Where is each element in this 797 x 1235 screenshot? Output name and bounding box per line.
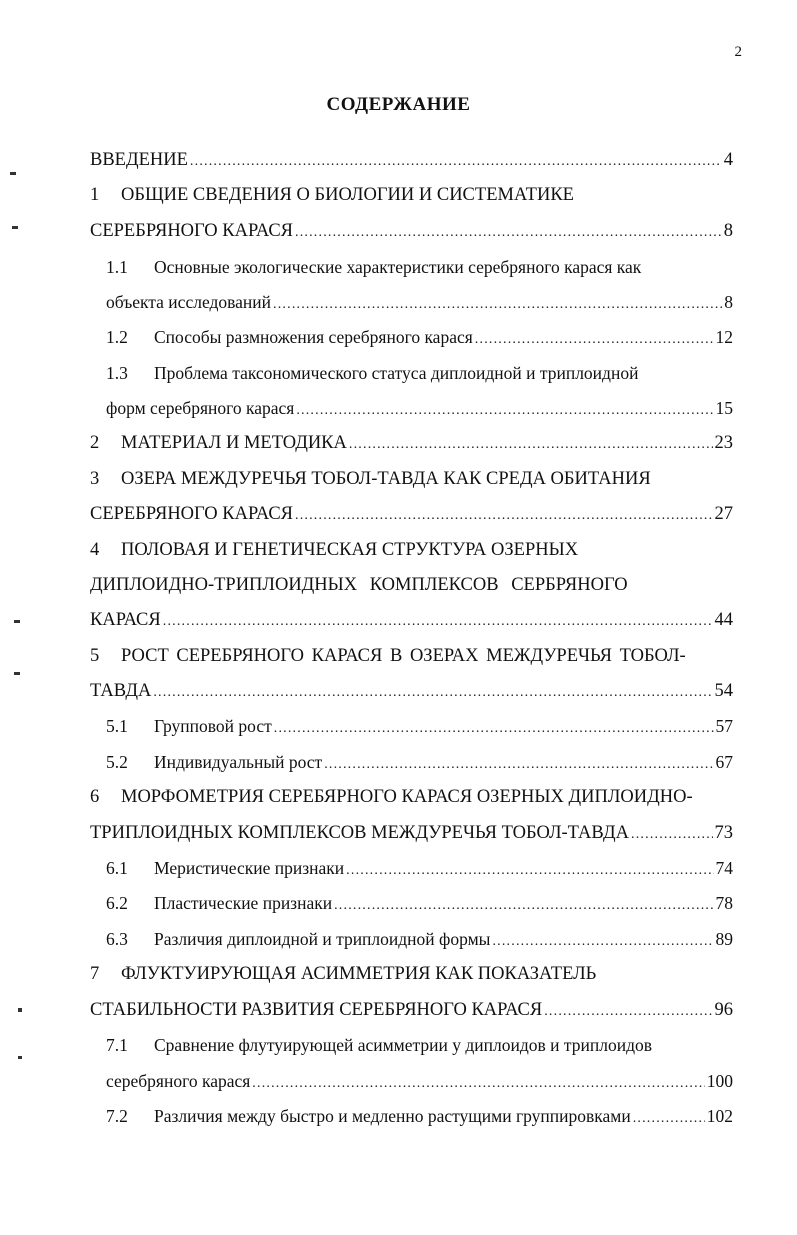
toc-page-number: 23 xyxy=(714,433,733,453)
dot-leader xyxy=(346,855,713,884)
toc-page-number: 8 xyxy=(724,292,733,312)
toc-entry-number: 6.3 xyxy=(106,929,128,949)
toc-entry-1-2[interactable] xyxy=(106,324,733,350)
toc-entry-number: 1.1 xyxy=(106,257,128,277)
dot-leader xyxy=(153,678,712,706)
dot-leader xyxy=(334,890,713,919)
toc-entry-number: 1 xyxy=(90,185,100,205)
toc-entry-text: Групповой рост xyxy=(154,716,272,736)
toc-entry-1-3-continued[interactable] xyxy=(106,395,733,421)
toc-entry-number: 7.2 xyxy=(106,1106,128,1126)
toc-entry-text: ТРИПЛОИДНЫХ КОМПЛЕКСОВ МЕЖДУРЕЧЬЯ ТОБОЛ-ТАВДА xyxy=(90,823,630,843)
toc-entry-1-1-continued[interactable] xyxy=(106,289,733,315)
toc-entry-text: СЕРЕБРЯНОГО КАРАСЯ xyxy=(90,504,293,524)
toc-page-number: 73 xyxy=(714,823,733,843)
toc-entry-number: 5.1 xyxy=(106,716,128,736)
toc-entry-1-1-heading[interactable] xyxy=(106,254,733,280)
toc-entry-chapter-4-heading[interactable] xyxy=(90,537,733,563)
scan-mark xyxy=(14,620,20,623)
toc-entry-6-3[interactable] xyxy=(106,926,733,952)
toc-entry-chapter-2[interactable] xyxy=(90,430,733,456)
toc-entry-6-1[interactable] xyxy=(106,855,733,881)
toc-entry-1-3-heading[interactable] xyxy=(106,360,733,386)
scan-mark xyxy=(10,172,16,175)
toc-entry-text: ОБЩИЕ СВЕДЕНИЯ О БИОЛОГИИ И СИСТЕМАТИКЕ xyxy=(121,185,574,205)
toc-entry-7-1-continued[interactable] xyxy=(106,1068,733,1094)
toc-page-number: 78 xyxy=(715,893,733,913)
toc-entry-chapter-7-continued[interactable] xyxy=(90,997,733,1023)
toc-page-number: 44 xyxy=(714,610,733,630)
toc-page-number: 8 xyxy=(723,221,733,241)
toc-page-number: 15 xyxy=(715,398,733,418)
scan-mark xyxy=(14,672,20,675)
toc-entry-text: объекта исследований xyxy=(106,292,272,312)
toc-page-number: 67 xyxy=(715,752,733,772)
dot-leader xyxy=(190,147,722,175)
toc-entry-chapter-1-heading[interactable] xyxy=(90,182,733,208)
page-title: СОДЕРЖАНИЕ xyxy=(326,94,471,115)
toc-entry-text: СЕРЕБРЯНОГО КАРАСЯ xyxy=(90,221,293,241)
dot-leader xyxy=(324,749,713,778)
dot-leader xyxy=(492,926,713,955)
toc-entry-7-2[interactable] xyxy=(106,1103,733,1129)
toc-page-number: 54 xyxy=(714,681,733,701)
toc-entry-text: Сравнение флутуирующей асимметрии у диплоидов и триплоидов xyxy=(154,1035,652,1055)
toc-entry-number: 4 xyxy=(90,540,100,560)
toc-entry-chapter-5-heading[interactable] xyxy=(90,643,733,669)
toc-page-number: 12 xyxy=(715,327,733,347)
scan-mark xyxy=(12,226,18,229)
toc-entry-text: Проблема таксономического статуса диплоидной и триплоидной xyxy=(154,363,639,383)
toc-entry-text: СТАБИЛЬНОСТИ РАЗВИТИЯ СЕРЕБРЯНОГО КАРАСЯ xyxy=(90,1000,543,1020)
dot-leader xyxy=(296,395,713,424)
toc-entry-text: РОСТ СЕРЕБРЯНОГО КАРАСЯ В ОЗЕРАХ МЕЖДУРЕЧЬЯ ТОБОЛ- xyxy=(121,646,686,666)
toc-entry-text: Способы размножения серебряного карася xyxy=(154,327,473,347)
toc-page-number: 27 xyxy=(714,504,733,524)
dot-leader xyxy=(633,1103,705,1132)
toc-entry-text: КАРАСЯ xyxy=(90,610,161,630)
toc-entry-5-2[interactable] xyxy=(106,749,733,775)
toc-entry-text: Различия между быстро и медленно растущими группировками xyxy=(154,1106,631,1126)
scan-mark xyxy=(18,1008,22,1012)
toc-entry-text: Меристические признаки xyxy=(154,858,345,878)
dot-leader xyxy=(295,218,722,246)
toc-entry-number: 6.1 xyxy=(106,858,128,878)
toc-page-number: 102 xyxy=(706,1106,733,1126)
toc-entry-number: 5 xyxy=(90,646,100,666)
toc-entry-introduction[interactable] xyxy=(90,147,733,173)
toc-page-number: 74 xyxy=(715,858,733,878)
toc-entry-text: ТАВДА xyxy=(90,681,152,701)
toc-entry-number: 5.2 xyxy=(106,752,128,772)
toc-page-number: 96 xyxy=(714,1000,733,1020)
dot-leader xyxy=(349,430,713,458)
toc-entry-chapter-7-heading[interactable] xyxy=(90,961,733,987)
toc-entry-text: Различия диплоидной и триплоидной формы xyxy=(154,929,491,949)
toc-page-number: 57 xyxy=(715,716,733,736)
toc-entry-5-1[interactable] xyxy=(106,713,733,739)
dot-leader xyxy=(475,324,714,353)
toc-entry-text: ФЛУКТУИРУЮЩАЯ АСИММЕТРИЯ КАК ПОКАЗАТЕЛЬ xyxy=(121,964,597,984)
toc-entry-7-1-heading[interactable] xyxy=(106,1032,733,1058)
toc-entry-text: МАТЕРИАЛ И МЕТОДИКА xyxy=(121,433,347,453)
toc-page-number: 100 xyxy=(706,1071,733,1091)
toc-entry-text: форм серебряного карася xyxy=(106,398,295,418)
toc-entry-6-2[interactable] xyxy=(106,890,733,916)
toc-entry-text: Основные экологические характеристики серебряного карася как xyxy=(154,257,642,277)
toc-entry-text: ПОЛОВАЯ И ГЕНЕТИЧЕСКАЯ СТРУКТУРА ОЗЕРНЫХ xyxy=(121,540,579,560)
dot-leader xyxy=(544,997,712,1025)
toc-entry-chapter-3-heading[interactable] xyxy=(90,466,733,492)
toc-entry-text: ОЗЕРА МЕЖДУРЕЧЬЯ ТОБОЛ-ТАВДА КАК СРЕДА ОБИТАНИЯ xyxy=(121,469,651,489)
toc-entry-text: Индивидуальный рост xyxy=(154,752,323,772)
toc-entry-chapter-6-continued[interactable] xyxy=(90,820,733,846)
toc-entry-number: 6.2 xyxy=(106,893,128,913)
dot-leader xyxy=(631,820,712,848)
toc-entry-number: 6 xyxy=(90,787,100,807)
toc-entry-number: 7.1 xyxy=(106,1035,128,1055)
toc-entry-number: 3 xyxy=(90,469,100,489)
dot-leader xyxy=(252,1068,704,1097)
toc-entry-chapter-4-line-2[interactable] xyxy=(90,572,733,598)
toc-entry-number: 1.3 xyxy=(106,363,128,383)
toc-entry-number: 7 xyxy=(90,964,100,984)
toc-entry-text: ВВЕДЕНИЕ xyxy=(90,150,188,170)
toc-entry-chapter-6-heading[interactable] xyxy=(90,784,733,810)
toc-entry-chapter-4-continued[interactable] xyxy=(90,607,733,633)
toc-page-number: 4 xyxy=(723,150,733,170)
page-number: 2 xyxy=(734,44,742,60)
dot-leader xyxy=(274,713,714,742)
toc-entry-text: МОРФОМЕТРИЯ СЕРЕБЯРНОГО КАРАСЯ ОЗЕРНЫХ ДИПЛОИДНО- xyxy=(121,787,693,807)
toc-entry-text: Пластические признаки xyxy=(154,893,333,913)
toc-entry-text: серебряного карася xyxy=(106,1071,251,1091)
toc-entry-number: 1.2 xyxy=(106,327,128,347)
dot-leader xyxy=(163,607,713,635)
scan-mark xyxy=(18,1056,22,1059)
toc-entry-chapter-3-continued[interactable] xyxy=(90,501,733,527)
toc-entry-chapter-1-continued[interactable] xyxy=(90,218,733,244)
toc-entry-number: 2 xyxy=(90,433,100,453)
toc-entry-chapter-5-continued[interactable] xyxy=(90,678,733,704)
toc-entry-text: ДИПЛОИДНО-ТРИПЛОИДНЫХ КОМПЛЕКСОВ СЕРБРЯНОГО xyxy=(90,575,628,595)
toc-page-number: 89 xyxy=(715,929,733,949)
dot-leader xyxy=(273,289,722,318)
dot-leader xyxy=(295,501,713,529)
